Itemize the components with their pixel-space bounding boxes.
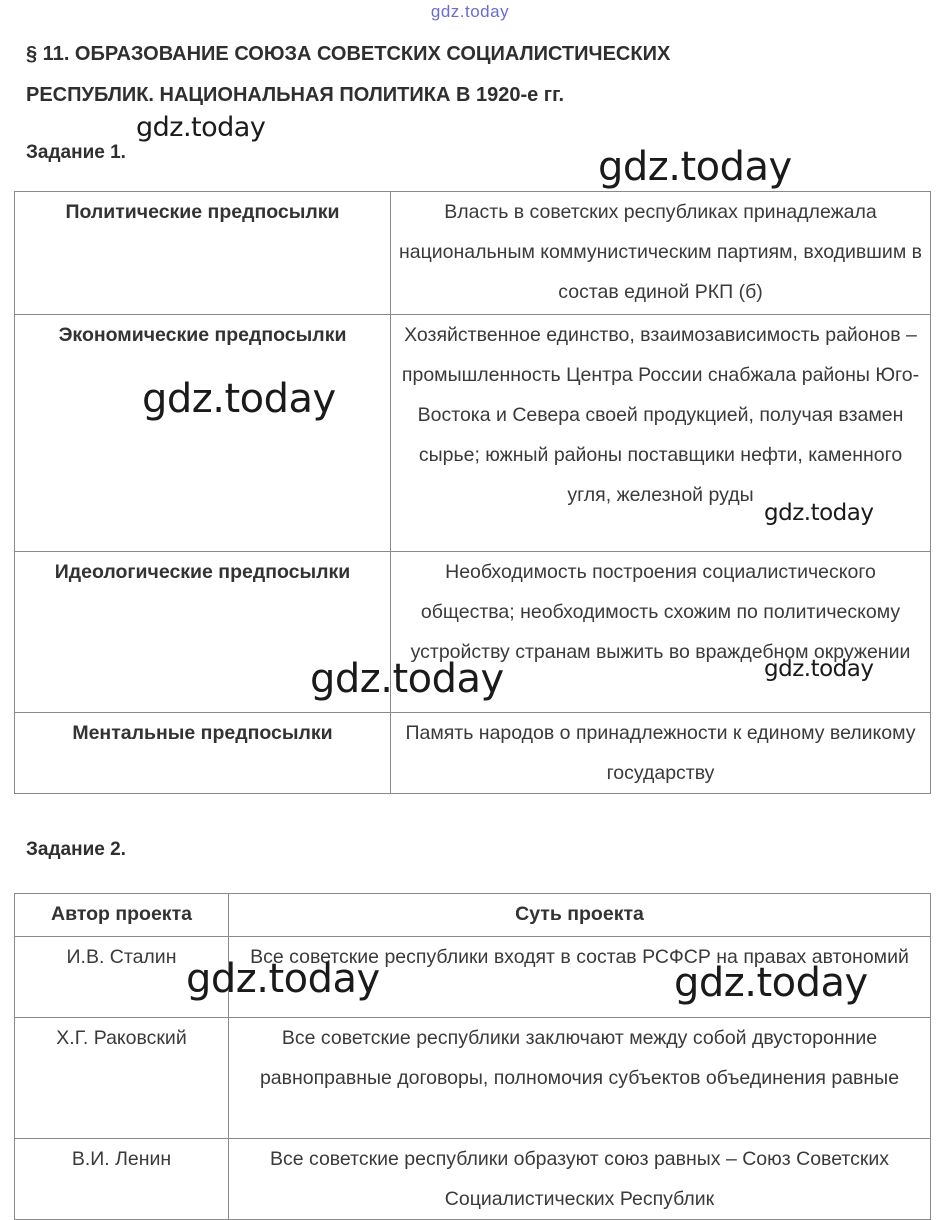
project-essence: Все советские республики образуют союз равных – Союз Советских Социалистических Республик: [229, 1139, 931, 1220]
page-title-line-1: § 11. ОБРАЗОВАНИЕ СОЮЗА СОВЕТСКИХ СОЦИАЛИСТИЧЕСКИХ: [26, 43, 671, 65]
political-prerequisites-text: Власть в советских республиках принадлежала национальным коммунистическим партиям, входившим в состав единой РКП (б): [391, 192, 931, 315]
project-essence: Все советские республики заключают между собой двусторонние равноправные договоры, полномочия субъектов объединения равные: [229, 1018, 931, 1139]
table-row: [15, 1139, 931, 1220]
task-2-heading: Задание 2.: [26, 839, 126, 860]
prerequisites-table: [14, 191, 931, 794]
table-row: [15, 315, 931, 552]
watermark-overlay: gdz.today: [764, 500, 874, 526]
task-1-heading: Задание 1.: [26, 142, 126, 163]
project-author: Х.Г. Раковский: [15, 1018, 229, 1139]
project-essence: Все советские республики входят в состав РСФСР на правах автономий: [229, 937, 931, 1018]
table-header-row: [15, 894, 931, 937]
essence-column-header: Суть проекта: [229, 894, 931, 937]
watermark-overlay: gdz.today: [598, 144, 792, 190]
political-prerequisites-label: Политические предпосылки: [15, 192, 391, 315]
table-row: [15, 192, 931, 315]
table-row: [15, 552, 931, 713]
watermark-overlay: gdz.today: [310, 656, 504, 702]
ideological-prerequisites-text: Необходимость построения социалистического общества; необходимость схожим по политическому устройству странам выжить во враждебном окружении: [391, 552, 931, 713]
top-watermark: gdz.today: [430, 2, 510, 21]
watermark-overlay: gdz.today: [186, 956, 380, 1002]
table-row: [15, 713, 931, 794]
watermark-overlay: gdz.today: [674, 960, 868, 1006]
watermark-overlay: gdz.today: [136, 112, 266, 143]
project-author: В.И. Ленин: [15, 1139, 229, 1220]
watermark-overlay: gdz.today: [764, 656, 874, 682]
author-column-header: Автор проекта: [15, 894, 229, 937]
table-row: [15, 1018, 931, 1139]
mental-prerequisites-label: Ментальные предпосылки: [15, 713, 391, 794]
mental-prerequisites-text: Память народов о принадлежности к единому великому государству: [391, 713, 931, 794]
economic-prerequisites-label: Экономические предпосылки: [15, 315, 391, 552]
watermark-overlay: gdz.today: [142, 376, 336, 422]
project-author: И.В. Сталин: [15, 937, 229, 1018]
table-row: [15, 937, 931, 1018]
projects-table: [14, 893, 931, 1220]
page-title: [26, 34, 906, 116]
economic-prerequisites-text: Хозяйственное единство, взаимозависимость районов – промышленность Центра России снабжала районы Юго-Востока и Севера своей продукцией, получая взамен сырье; южный районы поставщики нефти, каменного угля, железной руды: [391, 315, 931, 552]
ideological-prerequisites-label: Идеологические предпосылки: [15, 552, 391, 713]
page-title-line-2: РЕСПУБЛИК. НАЦИОНАЛЬНАЯ ПОЛИТИКА В 1920-е гг.: [26, 84, 565, 106]
